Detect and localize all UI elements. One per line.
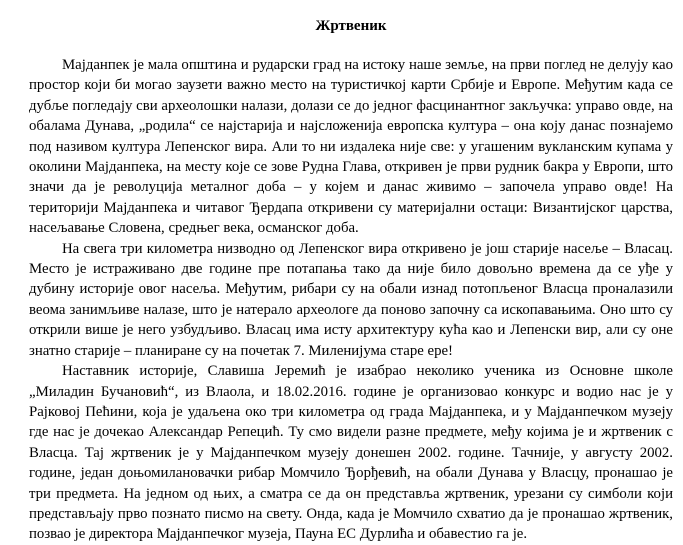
document-page [29,16,673,545]
document-title: Жртвеник [315,18,387,34]
paragraph-teacher: Наставник историје, Славиша Јеремић је изабрао неколико ученика из Основне школе „Миладин Бучановић“, из Влаола, и 18.02.2016. године је организовао конкурс и водио нас је у Рајковој Пећини, која је удаљена око три километра од града Мајданпека, и у Мајданпечком музеју где нас је дочекао Александар Репецић. Ту смо видели разне предмете, међу којима је и жртвеник с Власца. Тај жртвеник је у Мајданпечком музеју донешен 2002. године. Тачније, у августу 2002. године, један доњомилановачки рибар Момчило Ђорђевић, на обали Дунава у Власцу, пронашао је три предмета. На једном од њих, а сматра се да он представља жртвеник, урезани су симболи који представљају прво познато писмо на свету. Онда, када је Момчило схватио да је пронашао жртвеник, позвао је директора Мајданпечког музеја, Пауна ЕС Дурлића и обавестио га је. [29,363,673,543]
paragraph-vlasac: На свега три километра низводно од Лепенског вира откривено је још старије насеље – Власац. Место је истраживано две године пре потапања тако да није било довољно времена да се уђе у дубину историје овог насеља. Међутим, рибари су на обали изнад потопљеног Власца проналазили веома занимљиве налазе, што је натерало археологе да поново започну са ископавањима. Оно што су открили више је него узбудљиво. Власац има исту архитектуру кућа као и Лепенски вир, али су оне знатно старије – планиране су на почетак 7. Миленијума старе ере! [29,240,673,359]
paragraph-majdanpek: Мајданпек је мала општина и рударски град на истоку наше земље, на први поглед не делују као простор који би могао заузети важно место на туристичкој карти Србије и Европе. Међутим када се дубље погледају сви археолошки налази, долази се до једног фасцинантног закључка: управо овде, на обалама Дунава, „родила“ се најстарија и најсложенија европска култура – она коју данас познајемо под називом култура Лепенског вира. Али то ни издалека није све: у угашеним вукланским купама у околини Мајданпека, на месту које се зове Рудна Глава, откривен је први рудник бакра у Европи, што значи да је револуција металног доба – у којем и данас живимо – започела управо овде! На територији Мајданпека и читавог Ђердапа откривени су материјални остаци: Византијског царства, насељавање Словена, средњег века, османског доба. [29,57,673,237]
